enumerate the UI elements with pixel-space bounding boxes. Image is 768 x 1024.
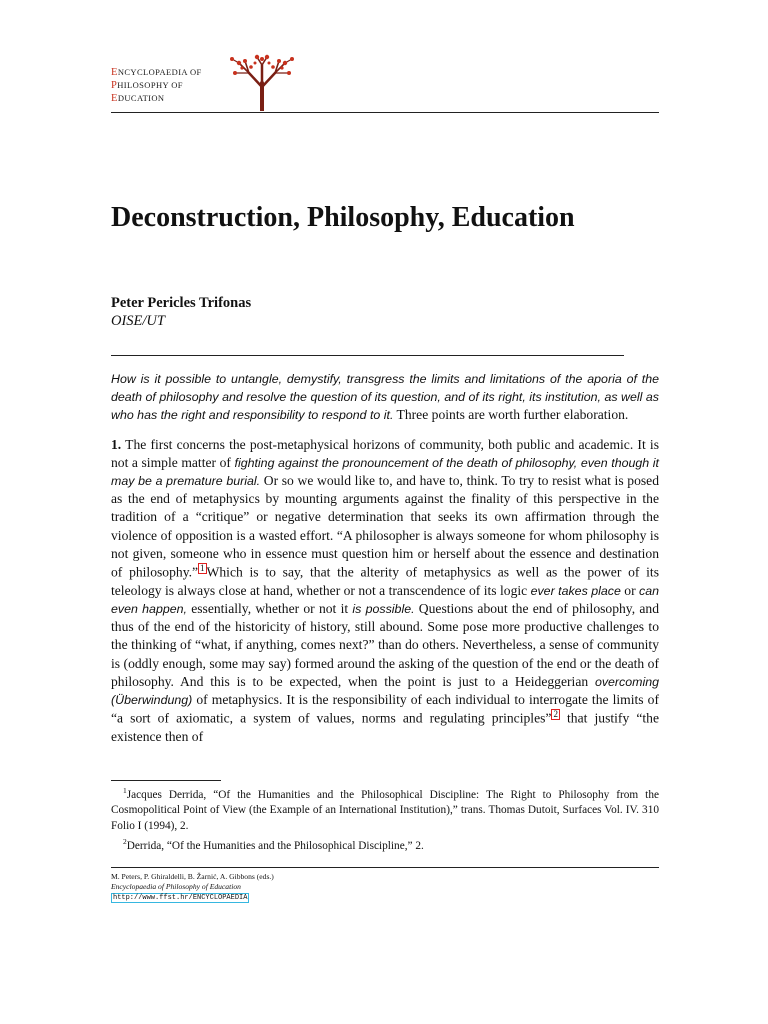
article-body: [111, 370, 659, 746]
tree-icon: [227, 53, 297, 111]
footnote-1: $^1$Jacques Derrida, “Of the Humanities and the Philosophical Discipline: The Right to Philosophy from the Cosmopolitical Point of View (the Example of an International Institution),” trans. Thomas Dutoit, Surfaces Vol. IV. 310 Folio I (1994), 2.: [111, 786, 659, 832]
article-title: Deconstruction, Philosophy, Education: [111, 202, 575, 233]
imprint: [111, 872, 274, 903]
footer-rule: [111, 867, 659, 868]
abstract-tail: Three points are worth further elaboration.: [393, 407, 629, 423]
journal-name-line-3: EDUCATION: [111, 93, 165, 104]
journal-name-line-1: ENCYCLOPAEDIA OF: [111, 67, 202, 78]
section-1-paragraph: 1. The first concerns the post-metaphysical horizons of community, both public and academic. It is not a simple matter of fighting against the pronouncement of the death of philosophy, even though it may be a premature burial. Or so we would like to, and have to, think. To try to resist what is posed as the end of metaphysics by mounting arguments against the finality of this perspective in the tradition of a “critique” or negative determination that seeks its own affirmation through the violence of opposition is a wasted effort. “A philosopher is always someone for whom philosophy is not given, someone who in essence must question him or herself about the essence and destination of philosophy.” 1 Which is to say, that the alterity of metaphysics as well as the power of its teleology is always close at hand, whether or not a transcendence of its logic ever takes place or can even happen, essentially, whether or not it is possible. Questions about the end of philosophy, and thus of the end of the historicity of history, still abound. Some pose more productive challenges to the thinking of “what, if anything, comes next?” than do others. Nevertheless, a sense of community is (oddly enough, some may say) formed around the asking of the question of the end or the death of philosophy. And this is to be expected, when the point is just to a Heideggerian overcoming (Überwindung) of metaphysics. It is the responsibility of each individual to interrogate the limits of “a sort of axiomatic, a system of values, norms and regulating principles” 2 that justify “the existence then of: [111, 436, 659, 744]
title-rule: [111, 355, 624, 356]
footnote-2: $^2$Derrida, “Of the Humanities and the Philosophical Discipline,” 2.: [123, 837, 424, 853]
imprint-editors: M. Peters, P. Ghiraldelli, B. Žarnić, A. Gibbons (eds.): [111, 872, 274, 881]
journal-name-line-2: PHILOSOPHY OF: [111, 80, 183, 91]
abstract: [111, 370, 659, 425]
imprint-url-link[interactable]: http://www.ffst.hr/ENCYCLOPAEDIA: [113, 894, 248, 902]
header-rule: [111, 112, 659, 113]
footnote-ref-1[interactable]: 1: [200, 563, 205, 574]
imprint-publication: Encyclopaedia of Philosophy of Education: [111, 882, 241, 891]
footnote-rule: [111, 780, 221, 781]
footnotes: [111, 783, 659, 855]
section-number: 1.: [111, 436, 122, 452]
footnote-ref-2[interactable]: 2: [553, 709, 558, 720]
journal-name: [111, 66, 202, 105]
author-name: Peter Pericles Trifonas: [111, 295, 252, 311]
abstract-lead: How is it possible to untangle, demystify, transgress the limits and limitations of the aporia of the death of philosophy and resolve the question of its question, and of its right, its institution, as well as who has the right and responsibility to respond to it.: [111, 372, 659, 423]
author-affiliation: OISE/UT: [111, 313, 165, 329]
